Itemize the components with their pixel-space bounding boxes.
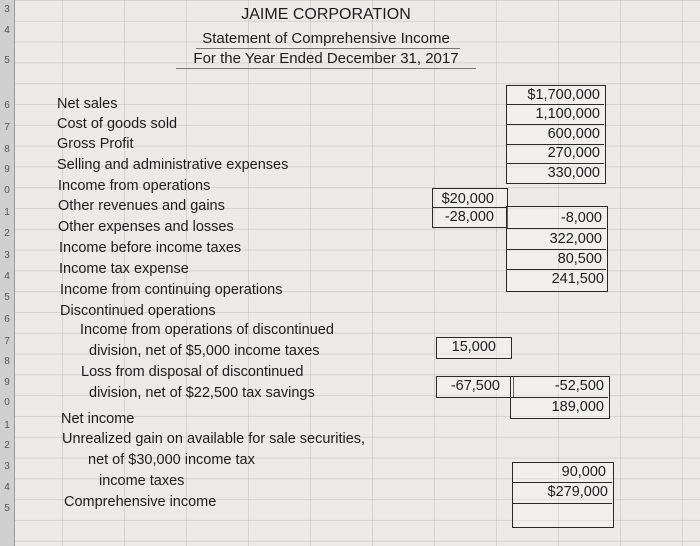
line-label[interactable]: Other revenues and gains [58, 198, 225, 214]
cell-border [506, 269, 606, 270]
col1-value[interactable]: -67,500 [450, 378, 500, 394]
col2-value[interactable]: 189,000 [551, 399, 604, 415]
row-number[interactable]: 6 [4, 314, 10, 325]
row-number[interactable]: 3 [4, 461, 10, 472]
statement-title: Statement of Comprehensive Income [202, 30, 450, 47]
line-label[interactable]: Income from operations of discontinued [80, 322, 334, 338]
row-number[interactable]: 3 [4, 4, 10, 15]
row-number[interactable]: 2 [4, 228, 10, 239]
line-label[interactable]: division, net of $22,500 tax savings [89, 385, 315, 401]
col2-value[interactable]: $1,700,000 [527, 87, 600, 103]
line-label[interactable]: Income tax expense [59, 261, 189, 277]
row-number[interactable]: 5 [4, 503, 10, 514]
line-label[interactable]: Comprehensive income [64, 494, 217, 510]
col1-value[interactable]: $20,000 [441, 191, 494, 207]
line-label[interactable]: Income from operations [58, 178, 211, 194]
row-number[interactable]: 9 [4, 377, 10, 388]
line-label[interactable]: Cost of goods sold [57, 116, 178, 132]
col2-value[interactable]: 241,500 [551, 271, 604, 287]
cell-border [506, 163, 604, 164]
line-label[interactable]: Income before income taxes [59, 240, 242, 256]
line-label[interactable]: Loss from disposal of discontinued [81, 364, 304, 380]
col2-value[interactable]: $279,000 [547, 484, 608, 500]
col2-value[interactable]: 90,000 [561, 464, 606, 480]
row-number[interactable]: 4 [4, 25, 10, 36]
col2-value[interactable]: -8,000 [560, 210, 602, 226]
cell-border [506, 104, 604, 105]
statement-period: For the Year Ended December 31, 2017 [193, 50, 459, 67]
line-label[interactable]: Other expenses and losses [58, 219, 234, 235]
row-number[interactable]: 7 [4, 336, 10, 347]
line-label[interactable]: Income from continuing operations [60, 282, 283, 298]
cell-border [432, 207, 506, 208]
row-number[interactable]: 3 [4, 250, 10, 261]
col1-value[interactable]: -28,000 [444, 209, 494, 225]
row-number[interactable]: 1 [4, 207, 10, 218]
row-number[interactable]: 8 [4, 144, 10, 155]
row-number[interactable]: 6 [4, 100, 10, 111]
row-number[interactable]: 8 [4, 356, 10, 367]
col2-value[interactable]: 600,000 [547, 126, 600, 142]
line-label[interactable]: net of $30,000 income tax [88, 452, 255, 468]
line-label[interactable]: Gross Profit [57, 136, 134, 152]
col2-value[interactable]: 322,000 [549, 231, 602, 247]
row-number[interactable]: 4 [4, 482, 10, 493]
row-number[interactable]: 5 [4, 292, 10, 303]
row-number[interactable]: 2 [4, 440, 10, 451]
cell-border [506, 228, 606, 229]
line-label[interactable]: income taxes [99, 473, 185, 489]
row-header-column [0, 0, 15, 546]
col2-value[interactable]: 270,000 [547, 145, 600, 161]
col2-value[interactable]: 80,500 [557, 251, 602, 267]
cell-border [512, 503, 612, 504]
row-number[interactable]: 4 [4, 271, 10, 282]
line-label[interactable]: Net income [61, 411, 135, 427]
row-number[interactable]: 7 [4, 122, 10, 133]
row-number[interactable]: 9 [4, 164, 10, 175]
cell-border [506, 124, 604, 125]
line-label[interactable]: division, net of $5,000 income taxes [89, 343, 320, 359]
cell-border [510, 397, 608, 398]
col2-value[interactable]: 330,000 [547, 165, 600, 181]
col2-value[interactable]: 1,100,000 [535, 106, 600, 122]
col2-value[interactable]: -52,500 [554, 378, 604, 394]
col1-value[interactable]: 15,000 [451, 339, 496, 355]
row-number[interactable]: 1 [4, 420, 10, 431]
row-number[interactable]: 0 [4, 397, 10, 408]
cell-border [506, 249, 606, 250]
title-divider [176, 68, 476, 69]
row-number[interactable]: 5 [4, 55, 10, 66]
line-label[interactable]: Selling and administrative expenses [57, 157, 289, 173]
title-divider [196, 48, 460, 49]
row-number[interactable]: 0 [4, 185, 10, 196]
line-label[interactable]: Discontinued operations [60, 303, 216, 319]
line-label[interactable]: Net sales [57, 96, 118, 112]
line-label[interactable]: Unrealized gain on available for sale securities, [62, 431, 366, 447]
cell-border [512, 482, 612, 483]
company-name: JAIME CORPORATION [241, 6, 411, 23]
